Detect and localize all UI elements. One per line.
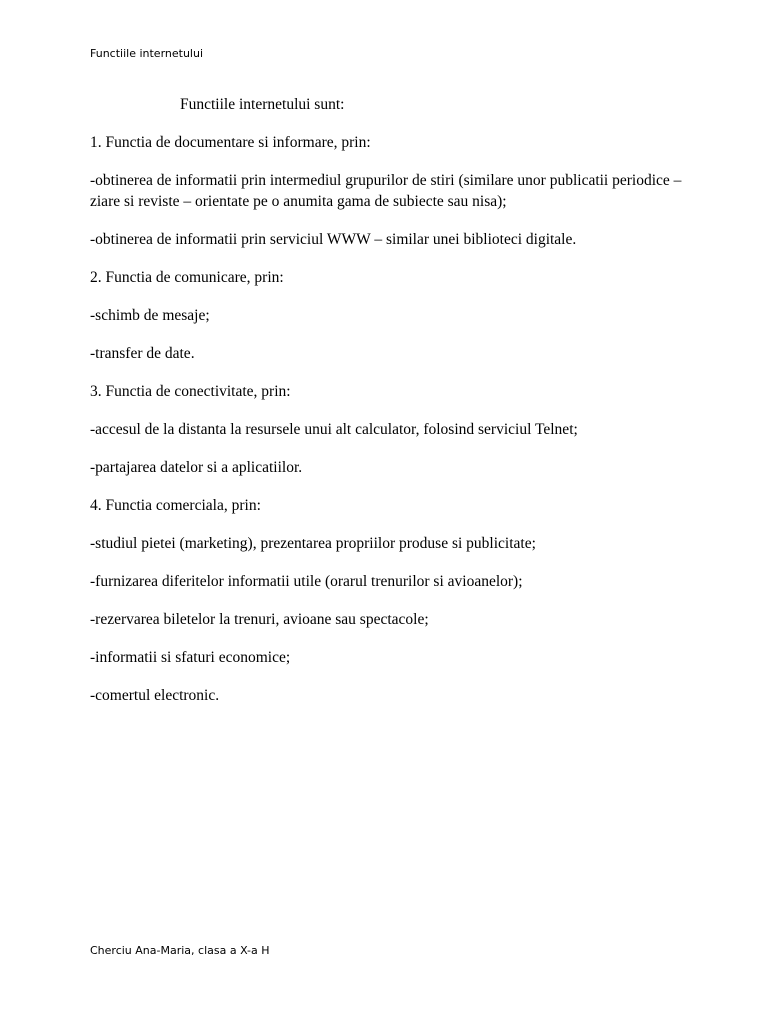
list-item: -partajarea datelor si a aplicatiilor. [90, 459, 303, 476]
list-item: -obtinerea de informatii prin intermediul grupurilor de stiri (similare unor publicatii periodice – ziare si reviste – orientate pe o anumita gama de subiecte sau nisa); [90, 172, 682, 210]
section-heading: 2. Functia de comunicare, prin: [90, 269, 284, 286]
list-item: -studiul pietei (marketing), prezentarea propriilor produse si publicitate; [90, 535, 536, 552]
document-title: Functiile internetului sunt: [180, 96, 345, 113]
page-footer: Cherciu Ana-Maria, clasa a X-a H [90, 944, 270, 957]
section-3 [90, 381, 682, 478]
list-item: -obtinerea de informatii prin serviciul WWW – similar unei biblioteci digitale. [90, 231, 577, 248]
list-item: -informatii si sfaturi economice; [90, 649, 291, 666]
document-body [90, 94, 682, 723]
list-item: -schimb de mesaje; [90, 307, 210, 324]
section-heading: 4. Functia comerciala, prin: [90, 497, 261, 514]
section-4 [90, 495, 682, 706]
page-header: Functiile internetului [90, 47, 204, 60]
list-item: -comertul electronic. [90, 687, 220, 704]
list-item: -furnizarea diferitelor informatii utile (orarul trenurilor si avioanelor); [90, 573, 523, 590]
section-heading: 1. Functia de documentare si informare, prin: [90, 134, 371, 151]
section-heading: 3. Functia de conectivitate, prin: [90, 383, 291, 400]
list-item: -transfer de date. [90, 345, 195, 362]
list-item: -rezervarea biletelor la trenuri, avioane sau spectacole; [90, 611, 429, 628]
section-2 [90, 267, 682, 364]
list-item: -accesul de la distanta la resursele unui alt calculator, folosind serviciul Telnet; [90, 421, 578, 438]
section-1 [90, 132, 682, 250]
